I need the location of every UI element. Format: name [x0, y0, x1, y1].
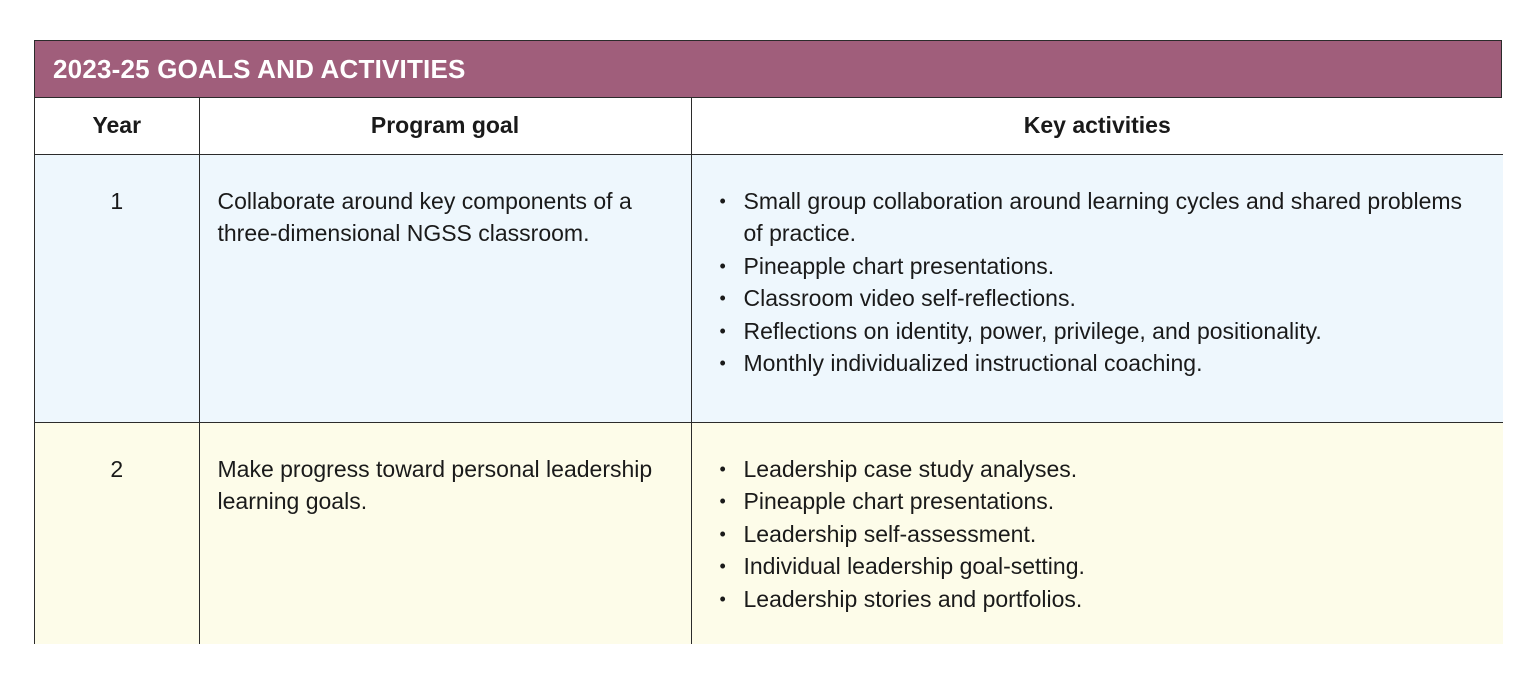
table-row	[35, 422, 1503, 644]
column-header-program-goal: Program goal	[199, 98, 691, 154]
activities-list	[720, 185, 1488, 380]
key-activities-cell	[691, 154, 1503, 422]
goals-activities-table	[35, 98, 1503, 644]
year-cell: 2	[35, 422, 199, 644]
list-item: • Small group collaboration around learning cycles and shared problems of practice.	[720, 185, 1488, 250]
list-item: • Individual leadership goal-setting.	[720, 550, 1488, 583]
column-header-year: Year	[35, 98, 199, 154]
table-title: 2023-25 GOALS AND ACTIVITIES	[53, 53, 466, 84]
program-goal-cell: Collaborate around key components of a three-dimensional NGSS classroom.	[199, 154, 691, 422]
list-item: • Leadership stories and portfolios.	[720, 583, 1488, 616]
list-item: • Pineapple chart presentations.	[720, 250, 1488, 283]
program-goal-cell: Make progress toward personal leadership learning goals.	[199, 422, 691, 644]
title-bar	[35, 41, 1501, 98]
table-row	[35, 154, 1503, 422]
list-item: • Classroom video self-reflections.	[720, 282, 1488, 315]
list-item: • Pineapple chart presentations.	[720, 485, 1488, 518]
list-item: • Reflections on identity, power, privilege, and positionality.	[720, 315, 1488, 348]
list-item: • Monthly individualized instructional coaching.	[720, 347, 1488, 380]
list-item: • Leadership case study analyses.	[720, 453, 1488, 486]
header-row	[35, 98, 1503, 154]
column-header-key-activities: Key activities	[691, 98, 1503, 154]
goals-activities-table-frame	[34, 40, 1502, 644]
key-activities-cell	[691, 422, 1503, 644]
list-item: • Leadership self-assessment.	[720, 518, 1488, 551]
year-cell: 1	[35, 154, 199, 422]
activities-list	[720, 453, 1488, 616]
